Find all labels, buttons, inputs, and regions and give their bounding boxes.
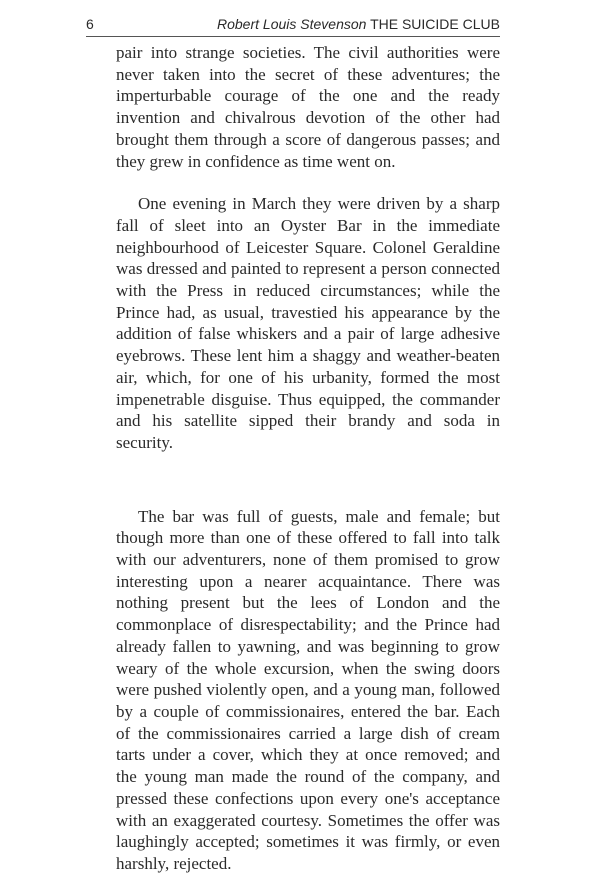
page-number: 6 <box>86 16 94 32</box>
header-book-title <box>217 14 500 34</box>
paragraph-2: One evening in March they were driven by a sharp fall of sleet into an Oyster Bar in the immediate neighbourhood of Leicester Square. Colonel Geraldine was dressed and painted to represent a person connected with the Press in reduced circumstances; while the Prince had, as usual, travestied his appearance by the addition of false whiskers and a pair of large adhesive eyebrows. These lent him a shaggy and weather-beaten air, which, for one of his urbanity, formed the most impenetrable disguise. Thus equipped, the commander and his satellite sipped their brandy and soda in security. <box>116 194 500 452</box>
paragraph-3: The bar was full of guests, male and female; but though more than one of these offered to fall into talk with our adventurers, none of them promised to grow interesting upon a nearer acquaintance. There was nothing present but the lees of London and the commonplace of disrespectability; and the Prince had already fallen to yawning, and was beginning to grow weary of the whole excursion, when the swing doors were pushed violently open, and a young man, followed by a couple of commissionaires, entered the bar. Each of the commissionaires carried a large dish of cream tarts under a cover, which they at once removed; and the young man made the round of the company, and pressed these confections upon every one's acceptance with an exaggerated courtesy. Sometimes the offer was laughingly accepted; sometimes it was firmly, or even harshly, rejected. <box>116 506 500 873</box>
running-header <box>86 14 500 37</box>
body-text <box>116 42 500 875</box>
header-author: Robert Louis Stevenson <box>217 16 367 32</box>
paragraph-1: pair into strange societies. The civil authorities were never taken into the secret of these adventures; the imperturbable courage of the one and the ready invention and chivalrous devotion of the other had brought them through a score of dangerous passes; and they grew in confidence as time went on. <box>116 43 500 171</box>
header-story-title: THE SUICIDE CLUB <box>370 16 500 32</box>
